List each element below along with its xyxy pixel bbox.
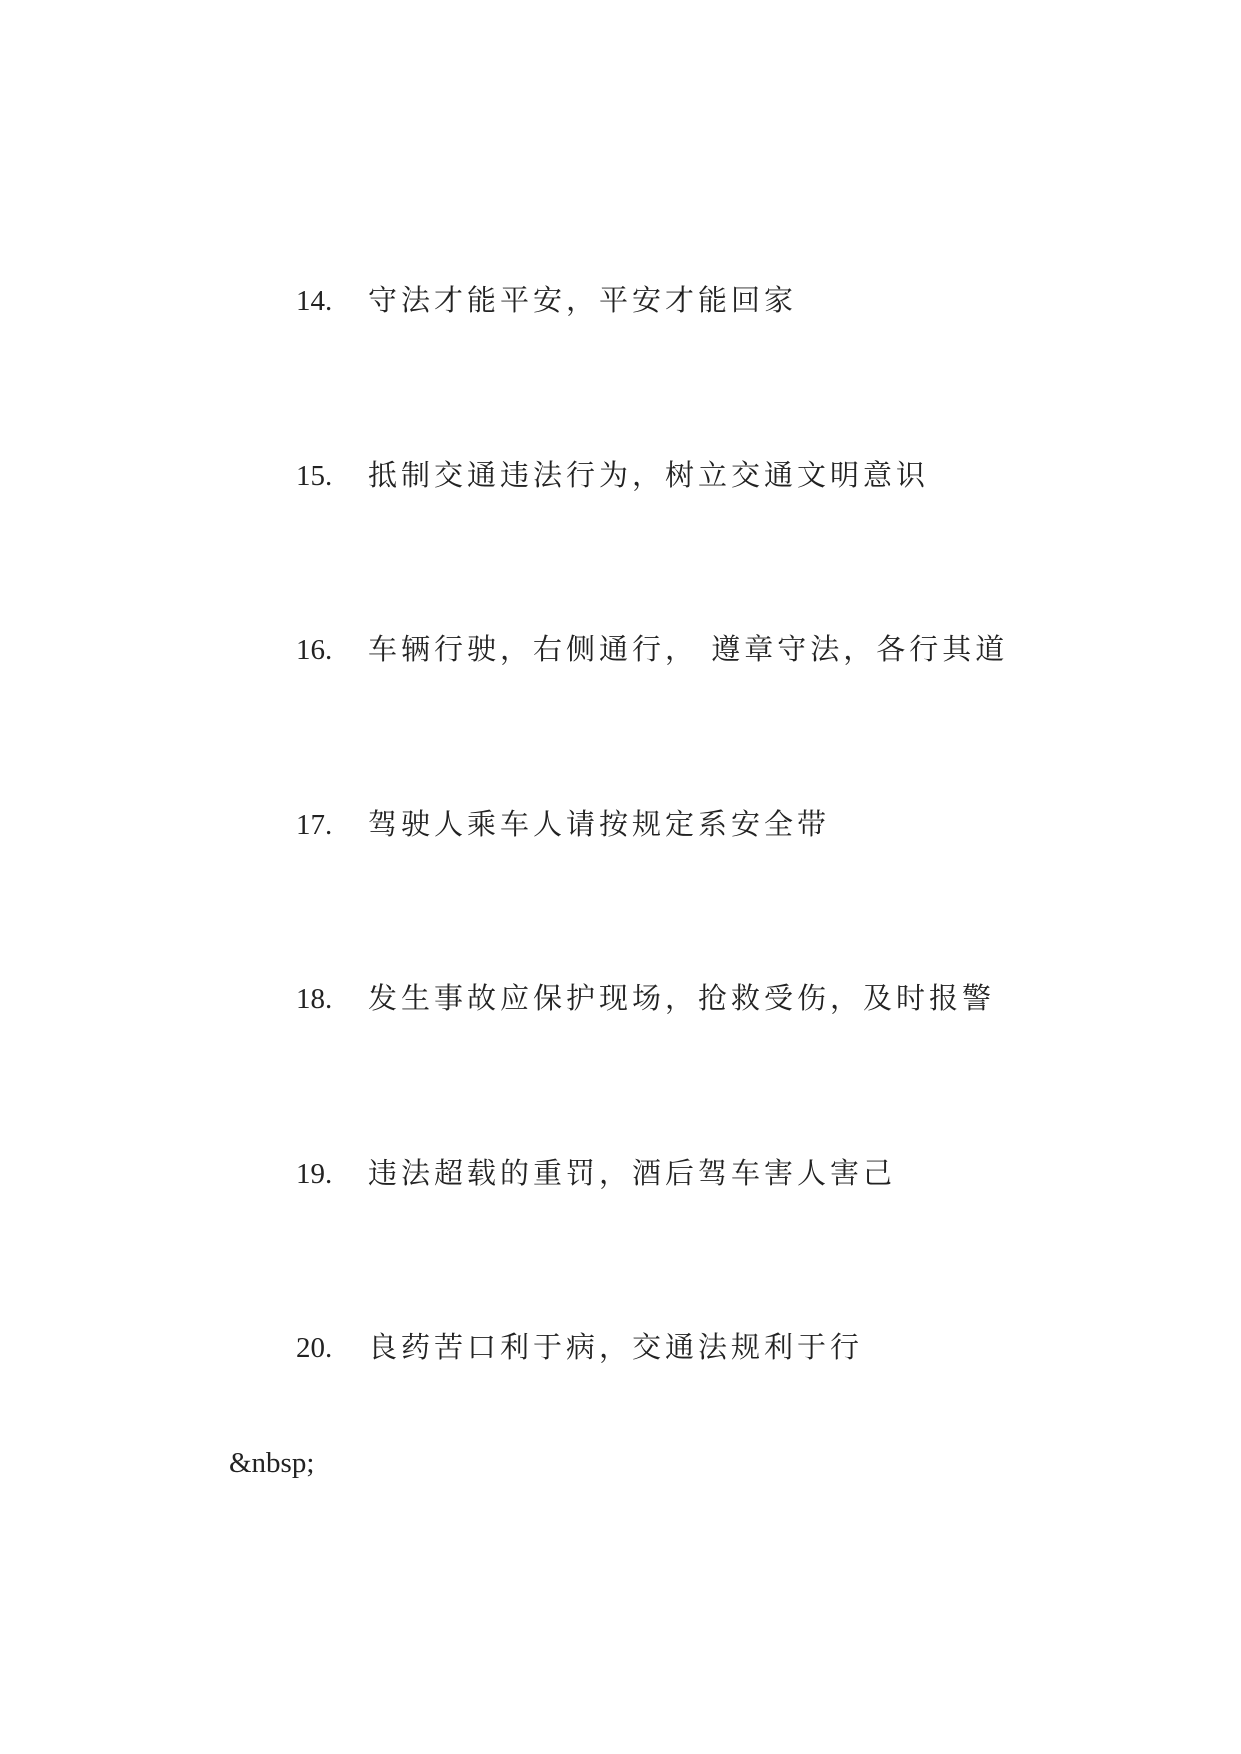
item-text: 驾驶人乘车人请按规定系安全带 bbox=[368, 807, 831, 841]
item-number: 15. bbox=[296, 460, 333, 492]
item-text: 抵制交通违法行为，树立交通文明意识 bbox=[368, 458, 930, 492]
item-text: 车辆行驶，右侧通行， 遵章守法，各行其道 bbox=[368, 632, 1009, 666]
list-item bbox=[296, 280, 797, 320]
list-item bbox=[296, 1153, 896, 1193]
item-number: 19. bbox=[296, 1158, 333, 1190]
list-item bbox=[296, 455, 929, 495]
item-text: 守法才能平安，平安才能回家 bbox=[368, 283, 798, 317]
list-item bbox=[296, 629, 1008, 669]
item-number: 18. bbox=[296, 983, 333, 1015]
list-item bbox=[296, 804, 830, 844]
trailing-entity-text: &nbsp; bbox=[229, 1447, 315, 1479]
item-number: 14. bbox=[296, 285, 333, 317]
item-number: 17. bbox=[296, 809, 333, 841]
item-number: 20. bbox=[296, 1332, 333, 1364]
item-text: 良药苦口利于病，交通法规利于行 bbox=[368, 1330, 864, 1364]
item-number: 16. bbox=[296, 634, 333, 666]
list-item bbox=[296, 1327, 863, 1367]
item-text: 发生事故应保护现场，抢救受伤，及时报警 bbox=[368, 981, 996, 1015]
list-item bbox=[296, 978, 995, 1018]
item-text: 违法超载的重罚，酒后驾车害人害己 bbox=[368, 1156, 897, 1190]
